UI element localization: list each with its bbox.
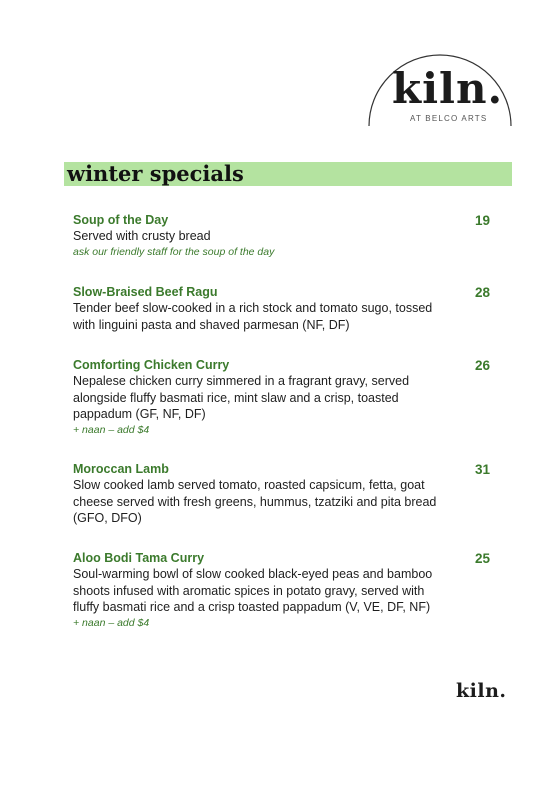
item-name: Aloo Bodi Tama Curry	[73, 551, 205, 565]
item-description: Served with crusty bread	[73, 229, 211, 243]
kiln-logo	[366, 38, 512, 128]
item-price: 25	[474, 551, 490, 566]
menu-item-beef-ragu	[73, 284, 493, 333]
item-note: + naan – add $4	[73, 616, 150, 629]
item-price: 28	[474, 285, 490, 300]
item-name: Comforting Chicken Curry	[73, 358, 230, 372]
menu-item-soup	[73, 212, 493, 260]
item-description: Nepalese chicken curry simmered in a fragrant gravy, served alongside fluffy basmati rice, mint slaw and a crisp, toasted pappadum (GF, NF, DF)	[73, 374, 410, 421]
item-name: Soup of the Day	[73, 213, 169, 227]
item-note: ask our friendly staff for the soup of the day	[73, 245, 275, 258]
logo-tagline: AT BELCO ARTS	[410, 114, 488, 123]
item-description: Slow cooked lamb served tomato, roasted capsicum, fetta, goat cheese served with fresh greens, hummus, tzatziki and pita bread (GFO, DFO)	[73, 478, 437, 525]
item-description: Tender beef slow-cooked in a rich stock and tomato sugo, tossed with linguini pasta and shaved parmesan (NF, DF)	[73, 301, 433, 332]
item-description: Soul-warming bowl of slow cooked black-eyed peas and bamboo shoots infused with aromatic spices in potato gravy, served with fluffy basmati rice and a crisp toasted pappadum (V, VE, DF, NF)	[73, 567, 433, 614]
section-title: winter specials	[67, 161, 244, 186]
item-price: 31	[474, 462, 490, 477]
item-note: + naan – add $4	[73, 423, 150, 436]
item-name: Slow-Braised Beef Ragu	[73, 285, 218, 299]
menu-item-chicken-curry	[73, 357, 493, 438]
footer-logo: kiln.	[456, 680, 507, 702]
item-name: Moroccan Lamb	[73, 462, 169, 476]
item-price: 26	[474, 358, 490, 373]
logo-wordmark: kiln.	[392, 64, 504, 113]
menu-item-moroccan-lamb	[73, 461, 493, 527]
menu-item-aloo-curry	[73, 550, 493, 631]
section-banner	[64, 162, 512, 186]
item-price: 19	[474, 213, 490, 228]
